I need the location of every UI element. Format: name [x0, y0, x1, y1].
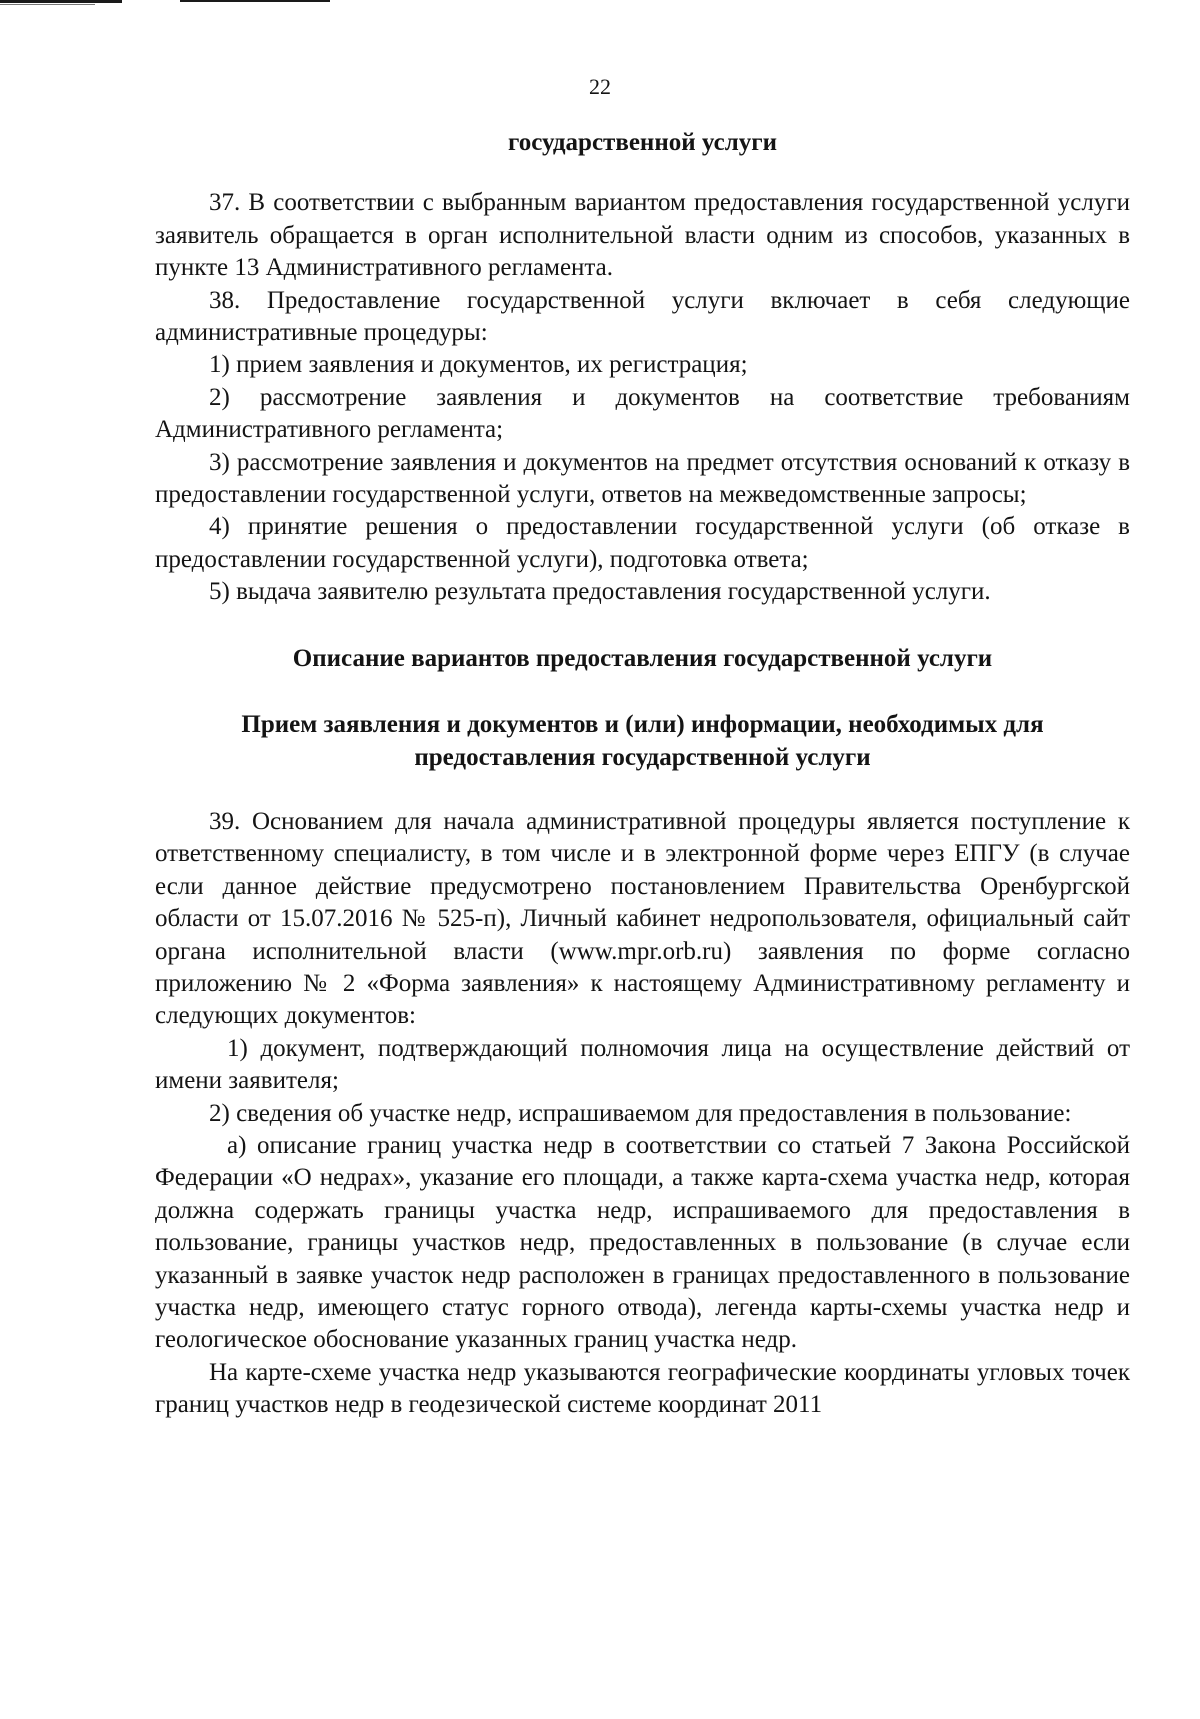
scan-edge-mark [0, 4, 95, 5]
list-item-1: 1) прием заявления и документов, их регистрация; [209, 351, 748, 379]
list-item-document-1: 1) документ, подтверждающий полномочия лица на осуществление действий от имени заявителя; [155, 1034, 1130, 1095]
scan-edge-mark [180, 0, 330, 2]
list-item-document-2: 2) сведения об участке недр, испрашиваемом для предоставления в пользование: [209, 1099, 1072, 1127]
list-item-4: 4) принятие решения о предоставлении государственной услуги (об отказе в предоставлении государственной услуги), подготовка ответа; [155, 513, 1130, 573]
subsection-heading: Прием заявления и документов и (или) информации, необходимых для предоставления государственной услуги [241, 711, 1044, 771]
page-number: 22 [589, 74, 611, 99]
list-item-3: 3) рассмотрение заявления и документов на предмет отсутствия оснований к отказу в предоставлении государственной услуги, ответов на межведомственные запросы; [155, 448, 1130, 509]
list-item-2: 2) рассмотрение заявления и документов на соответствие требованиям Административного регламента; [155, 383, 1130, 444]
paragraph-map-scheme: На карте-схеме участка недр указываются географические координаты угловых точек границ участков недр в геодезической системе координат 2011 [155, 1358, 1130, 1419]
paragraph-39: 39. Основанием для начала административной процедуры является поступление к ответственному специалисту, в том числе и в электронной форме через ЕПГУ (в случае если данное действие предусмотрено постановлением Правительства Оренбургской области от 15.07.2016 № 525-п), Личный кабинет недропользователя, официальный сайт органа исполнительной власти (www.mpr.orb.ru) заявления по форме согласно приложению № 2 «Форма заявления» к настоящему Административному регламенту и следующих документов: [155, 807, 1130, 1030]
section-heading: Описание вариантов предоставления государственной услуги [292, 644, 993, 672]
scan-edge-mark [0, 0, 122, 3]
paragraph-37: 37. В соответствии с выбранным вариантом предоставления государственной услуги заявитель обращается в орган исполнительной власти одним из способов, указанных в пункте 13 Административного регламента. [155, 189, 1130, 282]
list-item-5: 5) выдача заявителю результата предоставления государственной услуги. [209, 578, 991, 606]
document-body [155, 127, 1130, 1422]
heading-continuation: государственной услуги [507, 129, 778, 156]
paragraph-38: 38. Предоставление государственной услуги включает в себя следующие административные процедуры: [155, 286, 1130, 347]
sub-item-a: а) описание границ участка недр в соответствии со статьей 7 Закона Российской Федерации «О недрах», указание его площади, а также карта-схема участка недр, которая должна содержать границы участка недр, испрашиваемого для предоставления в пользование, границы участков недр, предоставленных в пользование (в случае если указанный в заявке участок недр расположен в границах предоставленного в пользование участка недр, имеющего статус горного отвода), легенда карты-схемы участка недр и геологическое обоснование указанных границ участка недр. [155, 1131, 1130, 1354]
